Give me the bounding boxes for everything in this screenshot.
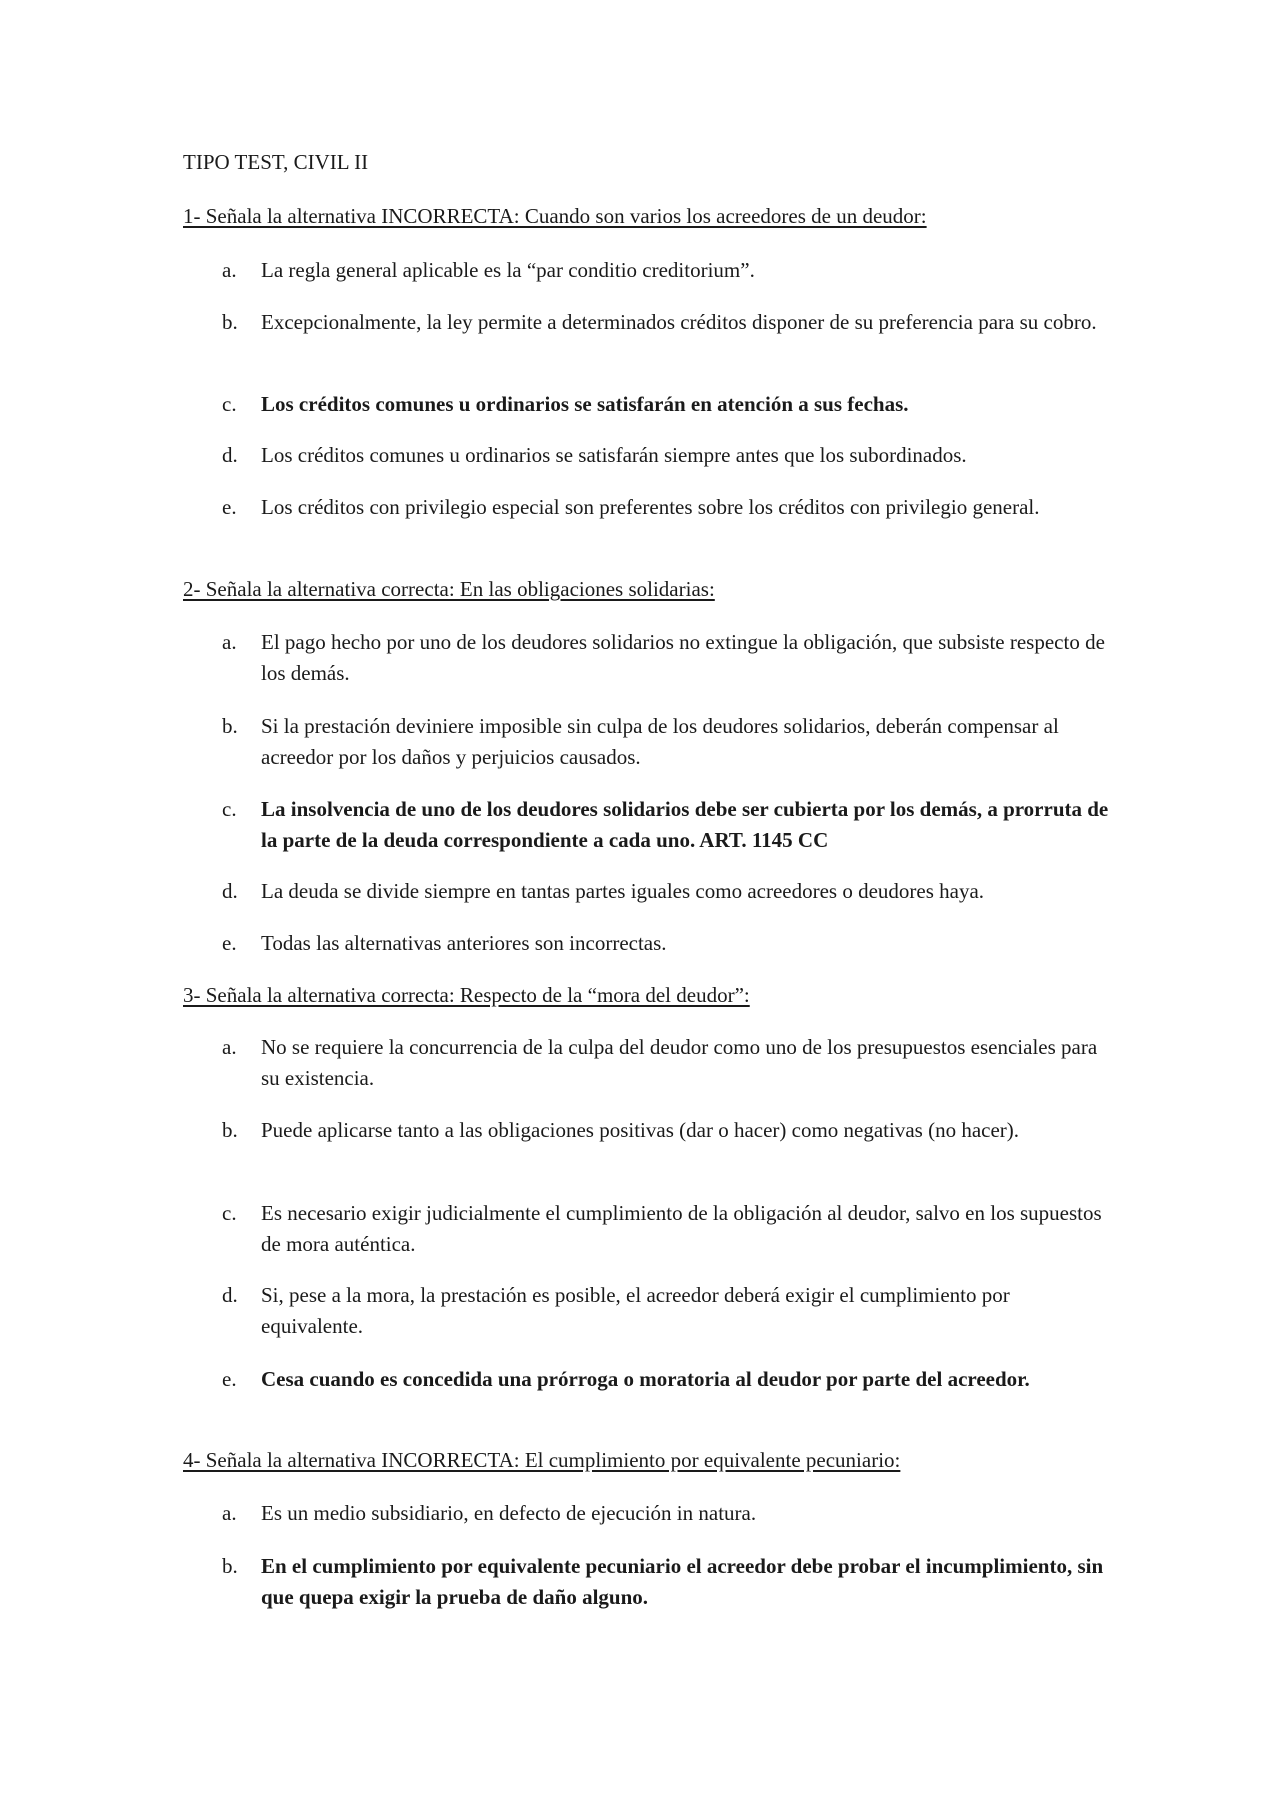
option-letter: e. <box>222 1367 237 1391</box>
option-text: Los créditos comunes u ordinarios se satisfarán en atención a sus fechas. <box>261 392 909 416</box>
option-letter: b. <box>222 310 238 334</box>
option-text: La insolvencia de uno de los deudores solidarios debe ser cubierta por los demás, a prorruta de la parte de la deuda correspondiente a cada uno. ART. 1145 CC <box>261 797 1109 852</box>
option-text: La deuda se divide siempre en tantas partes iguales como acreedores o deudores haya. <box>261 879 985 903</box>
option-letter: a. <box>222 258 237 282</box>
option-letter: d. <box>222 1283 238 1307</box>
option-letter: e. <box>222 495 237 519</box>
option-letter: a. <box>222 1035 237 1059</box>
option-text: Si, pese a la mora, la prestación es posible, el acreedor deberá exigir el cumplimiento por equivalente. <box>261 1283 1010 1338</box>
option-text: El pago hecho por uno de los deudores solidarios no extingue la obligación, que subsiste respecto de los demás. <box>261 630 1105 685</box>
option-text: La regla general aplicable es la “par conditio creditorium”. <box>261 258 755 282</box>
question-3-prompt: 3- Señala la alternativa correcta: Respecto de la “mora del deudor”: <box>183 983 750 1007</box>
question-1-prompt: 1- Señala la alternativa INCORRECTA: Cuando son varios los acreedores de un deudor: <box>183 204 927 228</box>
option-letter: d. <box>222 443 238 467</box>
option-letter: e. <box>222 931 237 955</box>
option-letter: b. <box>222 1118 238 1142</box>
option-text: Excepcionalmente, la ley permite a determinados créditos disponer de su preferencia para su cobro. <box>261 310 1097 334</box>
option-letter: b. <box>222 1554 238 1578</box>
option-text: Los créditos comunes u ordinarios se satisfarán siempre antes que los subordinados. <box>261 443 967 467</box>
option-text: Cesa cuando es concedida una prórroga o moratoria al deudor por parte del acreedor. <box>261 1367 1030 1391</box>
option-letter: a. <box>222 630 237 654</box>
option-letter: a. <box>222 1501 237 1525</box>
option-letter: c. <box>222 797 237 821</box>
option-text: Todas las alternativas anteriores son incorrectas. <box>261 931 667 955</box>
option-text: No se requiere la concurrencia de la culpa del deudor como uno de los presupuestos esenciales para su existencia. <box>261 1035 1098 1090</box>
option-letter: b. <box>222 714 238 738</box>
option-text: Los créditos con privilegio especial son preferentes sobre los créditos con privilegio general. <box>261 495 1040 519</box>
option-letter: d. <box>222 879 238 903</box>
option-text: Es un medio subsidiario, en defecto de ejecución in natura. <box>261 1501 757 1525</box>
option-letter: c. <box>222 1201 237 1225</box>
document-title: TIPO TEST, CIVIL II <box>183 150 369 174</box>
option-text: Puede aplicarse tanto a las obligaciones positivas (dar o hacer) como negativas (no hacer). <box>261 1118 1020 1142</box>
option-text: En el cumplimiento por equivalente pecuniario el acreedor debe probar el incumplimiento, sin que quepa exigir la prueba de daño alguno. <box>261 1554 1104 1609</box>
option-letter: c. <box>222 392 237 416</box>
option-text: Si la prestación deviniere imposible sin culpa de los deudores solidarios, deberán compensar al acreedor por los daños y perjuicios causados. <box>261 714 1059 769</box>
question-4-prompt: 4- Señala la alternativa INCORRECTA: El cumplimiento por equivalente pecuniario: <box>183 1448 901 1472</box>
question-2-prompt: 2- Señala la alternativa correcta: En las obligaciones solidarias: <box>183 577 715 601</box>
option-text: Es necesario exigir judicialmente el cumplimiento de la obligación al deudor, salvo en los supuestos de mora auténtica. <box>261 1201 1102 1256</box>
